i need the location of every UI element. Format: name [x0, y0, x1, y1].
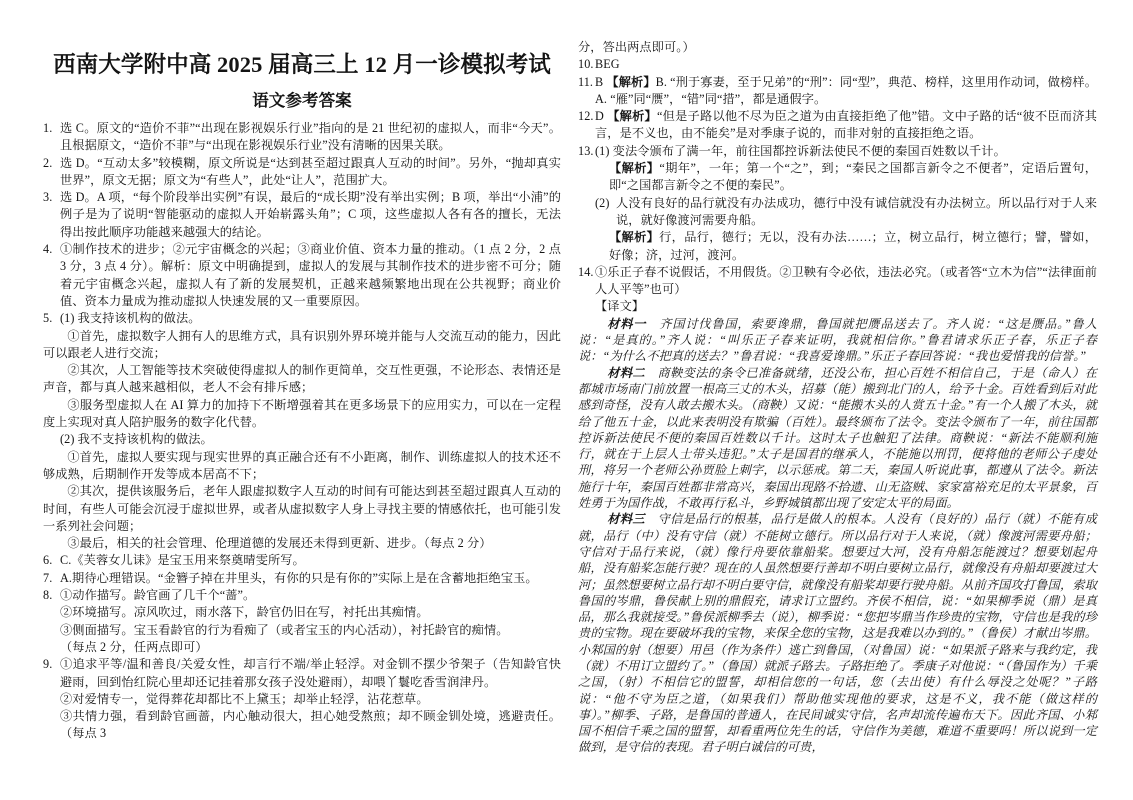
item-number: 1.	[43, 121, 53, 135]
item-number: 12.	[578, 109, 594, 124]
answer-paragraph	[60, 604, 561, 621]
exam-title: 西南大学附中高 2025 届高三上 12 月一诊模拟考试	[53, 52, 551, 77]
answer-paragraph	[43, 535, 561, 552]
paragraph-text: ①首先，虚拟人要实现与现实世界的真正融合还有不小距离，制作、训练虚拟人的技术还不够成熟，后期制作开发等成本居高不下；	[43, 449, 561, 481]
paragraph-text: ③侧面描写。宝玉看龄官的行为看痴了（或者宝玉的内心活动），衬托龄官的痴情。	[60, 622, 509, 637]
paragraph-text: ①追求平等/温和善良/关爱女性，却言行不端/举止轻浮。对金钏不摆少爷架子（告知龄官快避雨，回到怡红院心里却还记挂着那女孩子没处避雨），却喂丫鬟吃香雪润津丹。	[60, 657, 561, 689]
answer-paragraph	[609, 160, 1097, 195]
paragraph-text: ①首先，虚拟数字人拥有人的思维方式，具有识别外界环境并能与人交流互动的能力，因此可以跟老人进行交流；	[43, 328, 561, 360]
paragraph-text: ①动作描写。龄官画了几千个“蔷”。	[60, 588, 256, 603]
item-number: 14.	[578, 264, 594, 279]
item-number: 8.	[43, 588, 53, 603]
answer-paragraph	[595, 298, 1097, 315]
answer-item	[43, 189, 561, 241]
answer-paragraph	[60, 431, 561, 448]
answers-column-right	[578, 39, 1097, 756]
paragraph-text: BEG	[595, 57, 620, 72]
paragraph-text: (1) 变法令颁布了满一年，前往国都控诉新法使民不便的秦国百姓数以千计。	[595, 143, 1006, 158]
paragraph-text: 选 C。原文的“造价不菲”“出现在影视娱乐行业”指向的是 21 世纪初的虚拟人，而非“今天”。且根据原文，“造价不菲”与“出现在影视娱乐行业”没有清晰的因果关联。	[60, 121, 561, 153]
paragraph-text: 人没有良好的品行就没有办法成功，德行中没有诚信就没有办法树立。所以品行对于人来说，就好像渡河需要舟船。	[616, 195, 1097, 227]
paragraph-text: ③服务型虚拟人在 AI 算力的加持下不断增强着其在更多场景下的应用实力，可以在一定程度上实现对真人陪护服务的数字化代替。	[43, 397, 561, 430]
answer-item	[43, 570, 561, 587]
paragraph-text: ③最后，相关的社会管理、伦理道德的发展还未得到更新、进步。（每点 2 分）	[67, 536, 492, 551]
item-number: 6.	[43, 553, 53, 568]
paragraph-text: B 【解析】B. “刑于寡妻，至于兄弟”的“刑”：同“型”，典范、榜样，这里用作动词，做榜样。A. “雁”同“赝”，“错”同“措”，都是通假字。	[595, 74, 1097, 106]
answer-item	[43, 120, 561, 155]
answer-paragraph	[578, 511, 1097, 755]
answer-paragraph	[43, 362, 561, 397]
answer-item	[578, 74, 1097, 109]
item-number: 5.	[43, 311, 53, 326]
paragraph-text: (1) 我支持该机构的做法。	[60, 311, 201, 326]
answer-paragraph	[578, 39, 1097, 56]
answer-paragraph	[43, 328, 561, 363]
answer-item	[43, 155, 561, 190]
item-number: 4.	[43, 242, 53, 257]
paragraph-text: 材料一 齐国讨伐鲁国，索要谗鼎，鲁国就把赝品送去了。齐人说：“这是赝品。”鲁人说：“是真的。”齐人说：“叫乐正子春来证明，我就相信你。”鲁君请求乐正子春，乐正子春说：“为什么不把真的送去？”鲁君说：“我喜爱谗鼎。”乐正子春回答说：“我也爱惜我的信誉。”	[578, 316, 1097, 364]
answer-paragraph	[43, 397, 561, 432]
paragraph-text: （每点 2 分，任两点即可）	[60, 639, 208, 654]
answer-item	[578, 264, 1097, 299]
item-number: 2.	[43, 155, 53, 170]
item-number: 9.	[43, 657, 53, 672]
paragraph-text: 【译文】	[595, 299, 645, 314]
item-number: 10.	[578, 57, 594, 72]
answer-paragraph	[609, 229, 1097, 264]
answer-paragraph	[60, 622, 561, 639]
answer-item	[578, 108, 1097, 143]
item-number: 3.	[43, 190, 53, 205]
item-number: 13.	[578, 143, 594, 158]
answer-item	[578, 56, 1097, 73]
paragraph-text: 【解析】“期年”，一年；第一个“之”，到；“秦民之国都言新令之不便者”，定语后置句，即“之国都言新令之不便的秦民”。	[609, 161, 1097, 193]
paragraph-text: ②环境描写。凉风吹过，雨水落下，龄官仍旧在写，衬托出其痴情。	[60, 605, 429, 620]
item-number: 7.	[43, 570, 53, 585]
answer-item	[43, 587, 561, 604]
paragraph-text: 材料三 守信是品行的根基，品行是做人的根本。人没有（良好的）品行（就）不能有成就，品行（中）没有守信（就）不能树立德行。所以品行对于人来说，（就）像渡河需要舟船；守信对于品行来说，（就）像行舟要依靠船桨。想要过大河，没有舟船怎能渡过？想要划起舟船，没有船桨怎能行驶？现在的人虽然想要行善却不明白要树立品行，就像没有舟船却要渡过大河；虽然想要树立品行却不明白要守信，就像没有船桨却要行驶舟船。从前齐国攻打鲁国，索取鲁国的岑鼎，鲁侯献上别的鼎假充，请求订立盟约。齐侯不相信，说：“如果柳季说（鼎）是真品，那么我就接受。”鲁侯派柳季去（说），柳季说：“您把岑鼎当作珍贵的宝物，守信也是我的珍贵的宝物。现在要破坏我的宝物，来保全您的宝物，这是我难以办到的。”（鲁侯）才献出岑鼎。小邾国的射（想要）用邑（作为条件）逃亡到鲁国，（对鲁国）说：“如果派子路来与我约定，我（就）不用订立盟约了。”（鲁国）就派子路去。子路拒绝了。季康子对他说：“（鲁国作为）千乘之国，（射）不相信它的盟誓，却相信您的一句话，您（去出使）有什么辱没之处呢？”子路说：“他不守为臣之道，（如果我们）帮助他实现他的要求，这是不义，我不能（做这样的事）。”柳季、子路，是鲁国的普通人，在民间诚实守信，名声却流传遍布天下。因此齐国、小邾国不相信千乘之国的盟誓，却看重两位先生的话，守信作为美德，难道不重要吗！所以说到一定做到，是守信的表现。君子明白诚信的可贵，	[578, 512, 1097, 755]
paragraph-text: 选 D。“互动太多”较模糊，原文所说是“达到甚至超过跟真人互动的时间”。另外，“抛却真实世界”，原文无据；原文为“有些人”，此处“让人”，范围扩大。	[60, 155, 561, 187]
answer-item	[595, 195, 1097, 230]
paragraph-text: 材料二 商鞅变法的条令已准备就绪，还没公布，担心百姓不相信自己，于是（命人）在都城市场南门前放置一根高三丈的木头，招募（能）搬到北门的人，给予十金。百姓看到后对此感到奇怪，没有人敢去搬木头。（商鞅）又说：“能搬木头的人赏五十金。”有一个人搬了木头，就给了他五十金，以此来表明没有欺骗（百姓）。最终颁布了法令。变法令颁布了一年，前往国都控诉新法使民不便的秦国百姓数以千计。这时太子也触犯了法律。商鞅说：“新法不能顺利施行，就在于上层人士带头违犯。”太子是国君的继承人，不能施以刑罚，便将他的老师公子虔处刑，将另一个老师公孙贾脸上刺字，以示惩戒。第二天，秦国人听说此事，都遵从了法令。新法施行十年，秦国百姓都非常高兴，秦国出现路不拾遗、山无盗贼、家家富裕充足的太平景象，百姓勇于为国作战，不敢再行私斗，乡野城镇都出现了安定太平的局面。	[578, 365, 1097, 511]
answer-paragraph	[60, 691, 561, 708]
answer-paragraph	[43, 449, 561, 484]
paragraph-text: (2) 我不支持该机构的做法。	[60, 432, 213, 447]
paragraph-text: 选 D。A 项，“每个阶段举出实例”有误，最后的“成长期”没有举出实例；B 项，举出“小浦”的例子是为了说明“智能驱动的虚拟人开始崭露头角”；C 项，这些虚拟人各有各的擅长，无法得出按此顺序功能越来越强大的结论。	[60, 190, 561, 239]
paragraph-text: ②对爱情专一，觉得葬花却都比不上黛玉；却举止轻浮，沾花惹草。	[60, 691, 429, 706]
paragraph-text: ②其次，人工智能等技术突破使得虚拟人的制作更简单，交互性更强，不论形态、表情还是声音，都与真人越来越相似，老人不会有排斥感；	[43, 363, 561, 395]
answer-paragraph	[60, 708, 561, 743]
paragraph-text: A.期待心理错误。“金簪子掉在井里头，有你的只是有你的”实际上是在含蓄地拒绝宝玉。	[60, 570, 538, 585]
answers-subtitle: 语文参考答案	[252, 91, 352, 110]
paragraph-text: C.《芙蓉女儿诔》是宝玉用来祭奠晴雯所写。	[60, 553, 305, 568]
answer-paragraph	[578, 316, 1097, 365]
answers-column-left	[43, 36, 561, 743]
answer-paragraph	[578, 365, 1097, 512]
paragraph-text: ③共情力强，看到龄官画蔷，内心触动很大，担心她受熬煎；却不顾金钏处境，逃避责任。（每点 3	[60, 709, 561, 741]
item-number: (2)	[595, 195, 610, 210]
item-number: 11.	[578, 74, 594, 89]
paragraph-text: ①乐正子春不说假话，不用假货。②卫鞅有令必依，违法必究。（或者答“立木为信”“法律面前人人平等”也可）	[595, 264, 1097, 297]
answer-item	[43, 310, 561, 327]
answer-item	[43, 656, 561, 691]
answer-paragraph	[43, 483, 561, 535]
paragraph-text: D 【解析】“但是子路以他不尽为臣之道为由直接拒绝了他”错。文中子路的话“彼不臣而济其言，是不义也，由不能矣”是对季康子说的，而非对射的直接拒绝之语。	[595, 109, 1097, 141]
paragraph-text: ①制作技术的进步；②元宇宙概念的兴起；③商业价值、资本力量的推动。（1 点 2 分，2 点 3 分，3 点 4 分）。解析：原文中明确提到，虚拟人的发展与其制作技术的进步密不可分；随着元宇宙概念兴起，虚拟人有了新的发展契机，正越来越频繁地出现在公共视野；商业价值、资本力量成为推动虚拟人快速发展的又一重要原因。	[60, 242, 561, 308]
paragraph-text: ②其次，提供该服务后，老年人跟虚拟数字人互动的时间有可能达到甚至超过跟真人互动的时间，有些人可能会沉浸于虚拟世界，或者从虚拟数字人身上寻找主要的情感依托，也可能引发一系列社会问题；	[43, 484, 561, 533]
answer-paragraph	[60, 639, 561, 656]
answer-item	[43, 241, 561, 310]
answer-item	[578, 143, 1097, 160]
answer-item	[43, 552, 561, 569]
paragraph-text: 分，答出两点即可。）	[578, 40, 695, 54]
paragraph-text: 【解析】行，品行，德行；无以，没有办法……；立，树立品行，树立德行；譬，譬如，好像；济，过河，渡河。	[609, 230, 1098, 262]
